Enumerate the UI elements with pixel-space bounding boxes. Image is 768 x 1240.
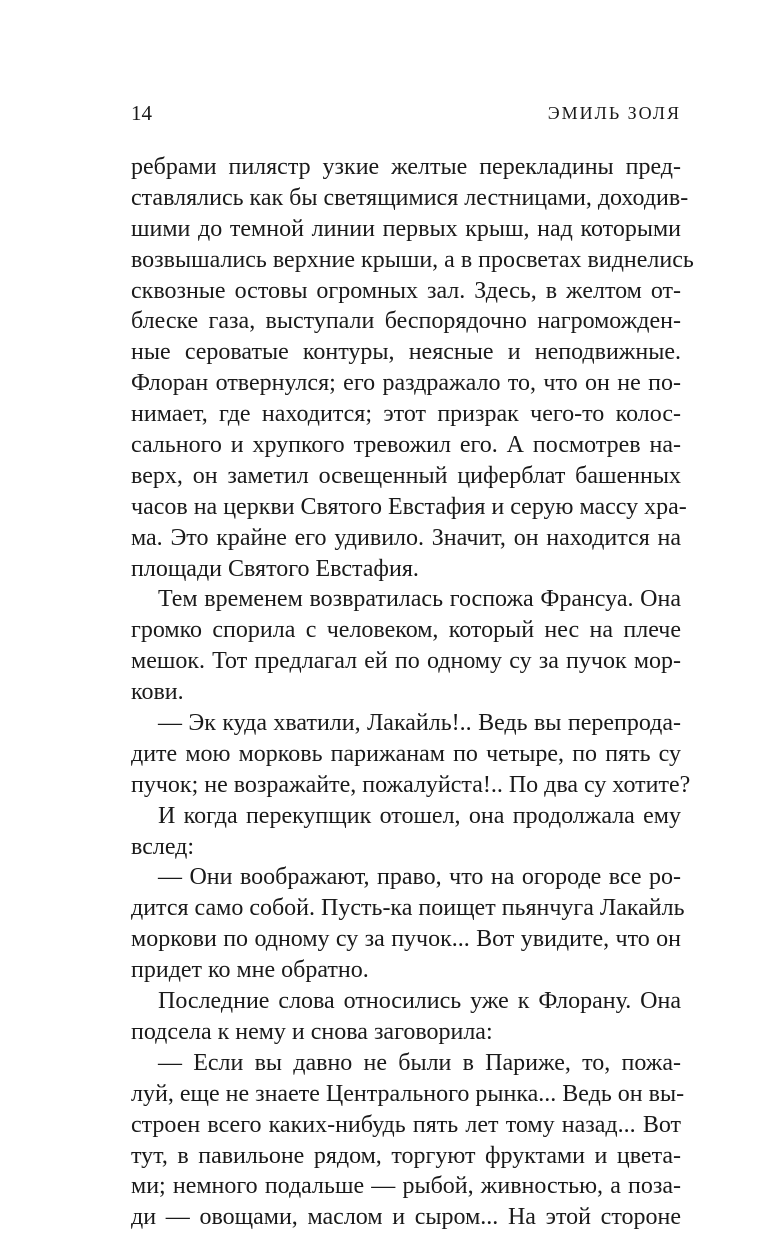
paragraph — [131, 708, 691, 801]
text-line: дится само собой. Пусть-ка поищет пьянчуга Лакайль — [131, 895, 685, 922]
text-line: мешок. Тот предлагал ей по одному су за пучок мор- — [131, 648, 681, 675]
running-head-author: ЭМИЛЬ ЗОЛЯ — [547, 103, 681, 123]
text-line: ребрами пилястр узкие желтые перекладины пред- — [131, 154, 681, 180]
text-line: верх, он заметил освещенный циферблат башенных — [131, 462, 681, 489]
paragraph — [131, 584, 681, 708]
text-line: строен всего каких-нибудь пять лет тому назад... Вот — [131, 1111, 681, 1138]
text-line: часов на церкви Святого Евстафия и серую массу хра- — [131, 493, 687, 520]
paragraph — [131, 801, 681, 863]
text-line: Тем временем возвратилась госпожа Франсуа. Она — [158, 586, 681, 613]
text-line: ди — овощами, маслом и сыром... На этой стороне — [131, 1204, 681, 1231]
text-line: моркови по одному су за пучок... Вот увидите, что он — [131, 926, 681, 953]
paragraph — [131, 986, 681, 1048]
text-line: придет ко мне обратно. — [131, 957, 369, 984]
text-line: громко спорила с человеком, который нес на плече — [131, 617, 681, 644]
text-line: — Эк куда хватили, Лакайль!.. Ведь вы перепрода- — [158, 710, 681, 737]
text-line: — Они воображают, право, что на огороде все ро- — [158, 864, 681, 891]
running-head — [131, 98, 681, 128]
text-line: возвышались верхние крыши, а в просветах виднелись — [131, 246, 694, 273]
text-line: ставлялись как бы светящимися лестницами, доходив- — [131, 184, 689, 211]
text-line: нимает, где находится; этот призрак чего-то колос- — [131, 401, 681, 428]
text-line: луй, еще не знаете Центрального рынка... Ведь он вы- — [131, 1080, 685, 1107]
text-line: площади Святого Евстафия. — [131, 555, 419, 582]
paragraph — [131, 152, 694, 584]
text-line: подсела к нему и снова заговорила: — [131, 1018, 493, 1045]
text-line: ми; немного подальше — рыбой, живностью, а поза- — [131, 1173, 681, 1200]
page-number: 14 — [131, 101, 152, 125]
text-line: дите мою морковь парижанам по четыре, по пять су — [131, 740, 681, 767]
text-line: сального и хрупкого тревожил его. А посмотрев на- — [131, 432, 681, 459]
paragraph — [131, 1048, 685, 1233]
body-text — [131, 152, 694, 1233]
text-line: — Если вы давно не были в Париже, то, пожа- — [158, 1049, 681, 1076]
text-line: Последние слова относились уже к Флорану. Она — [158, 988, 681, 1015]
text-line: вслед: — [131, 833, 195, 860]
text-line: И когда перекупщик отошел, она продолжала ему — [158, 802, 681, 829]
text-line: Флоран отвернулся; его раздражало то, что он не по- — [131, 370, 681, 397]
text-line: тут, в павильоне рядом, торгуют фруктами и цвета- — [131, 1142, 681, 1169]
text-line: ные сероватые контуры, неясные и неподвижные. — [131, 339, 681, 366]
paragraph — [131, 862, 685, 986]
text-line: шими до темной линии первых крыш, над которыми — [131, 215, 681, 242]
text-line: кови. — [131, 679, 184, 706]
text-line: блеске газа, выступали беспорядочно нагроможден- — [131, 308, 681, 335]
text-line: ма. Это крайне его удивило. Значит, он находится на — [131, 524, 681, 551]
text-line: пучок; не возражайте, пожалуйста!.. По два су хотите? — [131, 771, 691, 798]
text-line: сквозные остовы огромных зал. Здесь, в желтом от- — [131, 277, 681, 304]
